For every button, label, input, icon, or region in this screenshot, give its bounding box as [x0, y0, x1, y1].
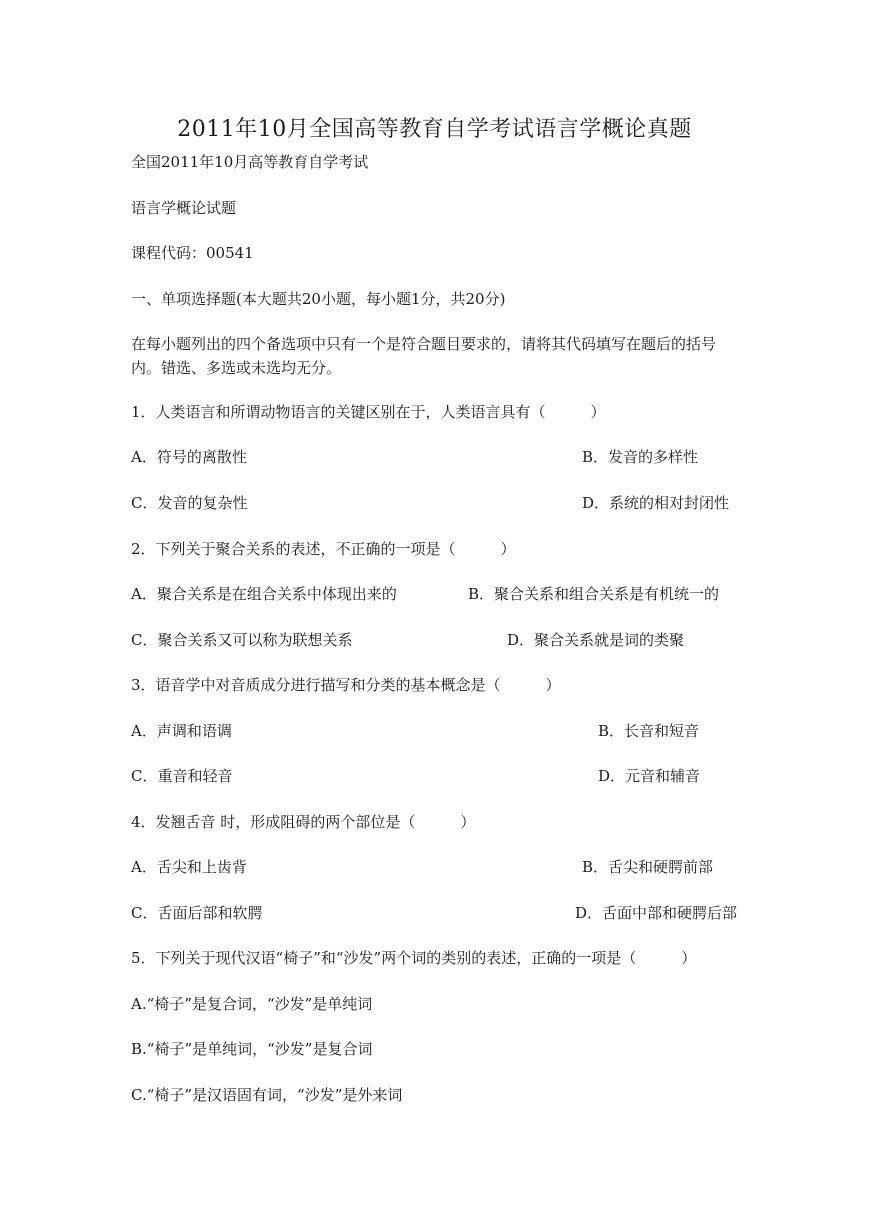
question-5-option-b: B.“椅子”是单纯词，“沙发”是复合词 [131, 1040, 373, 1058]
question-2-stem: 2．下列关于聚合关系的表述，不正确的一项是（ ） [131, 540, 516, 558]
question-4-option-b: B．舌尖和硬腭前部 [582, 858, 714, 876]
question-1-option-b: B．发音的多样性 [582, 448, 699, 466]
exam-subtitle: 全国2011年10月高等教育自学考试 [131, 153, 369, 171]
question-1-stem: 1．人类语言和所谓动物语言的关键区别在于，人类语言具有（ ） [131, 403, 606, 421]
instructions-paragraph: 在每小题列出的四个备选项中只有一个是符合题目要求的，请将其代码填写在题后的括号内。错选、多选或未选均无分。 [131, 335, 717, 377]
question-5-option-c: C.“椅子”是汉语固有词，“沙发”是外来词 [131, 1086, 403, 1104]
question-4-option-d: D．舌面中部和硬腭后部 [575, 904, 738, 922]
section-heading: 一、单项选择题(本大题共20小题，每小题1分，共20分) [131, 290, 506, 308]
question-2-option-b: B．聚合关系和组合关系是有机统一的 [468, 585, 720, 603]
question-2-option-c: C．聚合关系又可以称为联想关系 [131, 631, 353, 649]
course-code: 课程代码：00541 [131, 244, 254, 262]
question-4-stem: 4．发翘舌音 时，形成阻碍的两个部位是（ ） [131, 813, 476, 831]
question-5-option-a: A.“椅子”是复合词，“沙发”是单纯词 [131, 995, 373, 1013]
question-2-option-d: D．聚合关系就是词的类聚 [507, 631, 685, 649]
question-3-option-b: B．长音和短音 [598, 722, 700, 740]
question-1-option-d: D．系统的相对封闭性 [582, 494, 730, 512]
document-title: 2011年10月全国高等教育自学考试语言学概论真题 [177, 117, 692, 142]
question-4-option-a: A．舌尖和上齿背 [131, 858, 247, 876]
question-3-stem: 3．语音学中对音质成分进行描写和分类的基本概念是（ ） [131, 676, 561, 694]
question-4-option-c: C．舌面后部和软腭 [131, 904, 263, 922]
question-2-option-a: A．聚合关系是在组合关系中体现出来的 [131, 585, 397, 603]
question-1-option-c: C．发音的复杂性 [131, 494, 248, 512]
question-3-option-a: A．声调和语调 [131, 722, 232, 740]
question-3-option-c: C．重音和轻音 [131, 767, 233, 785]
question-1-option-a: A．符号的离散性 [131, 448, 247, 466]
question-3-option-d: D．元音和辅音 [598, 767, 701, 785]
question-5-stem: 5．下列关于现代汉语“椅子”和“沙发”两个词的类别的表述，正确的一项是（ ） [131, 949, 697, 967]
exam-name: 语言学概论试题 [131, 199, 237, 217]
